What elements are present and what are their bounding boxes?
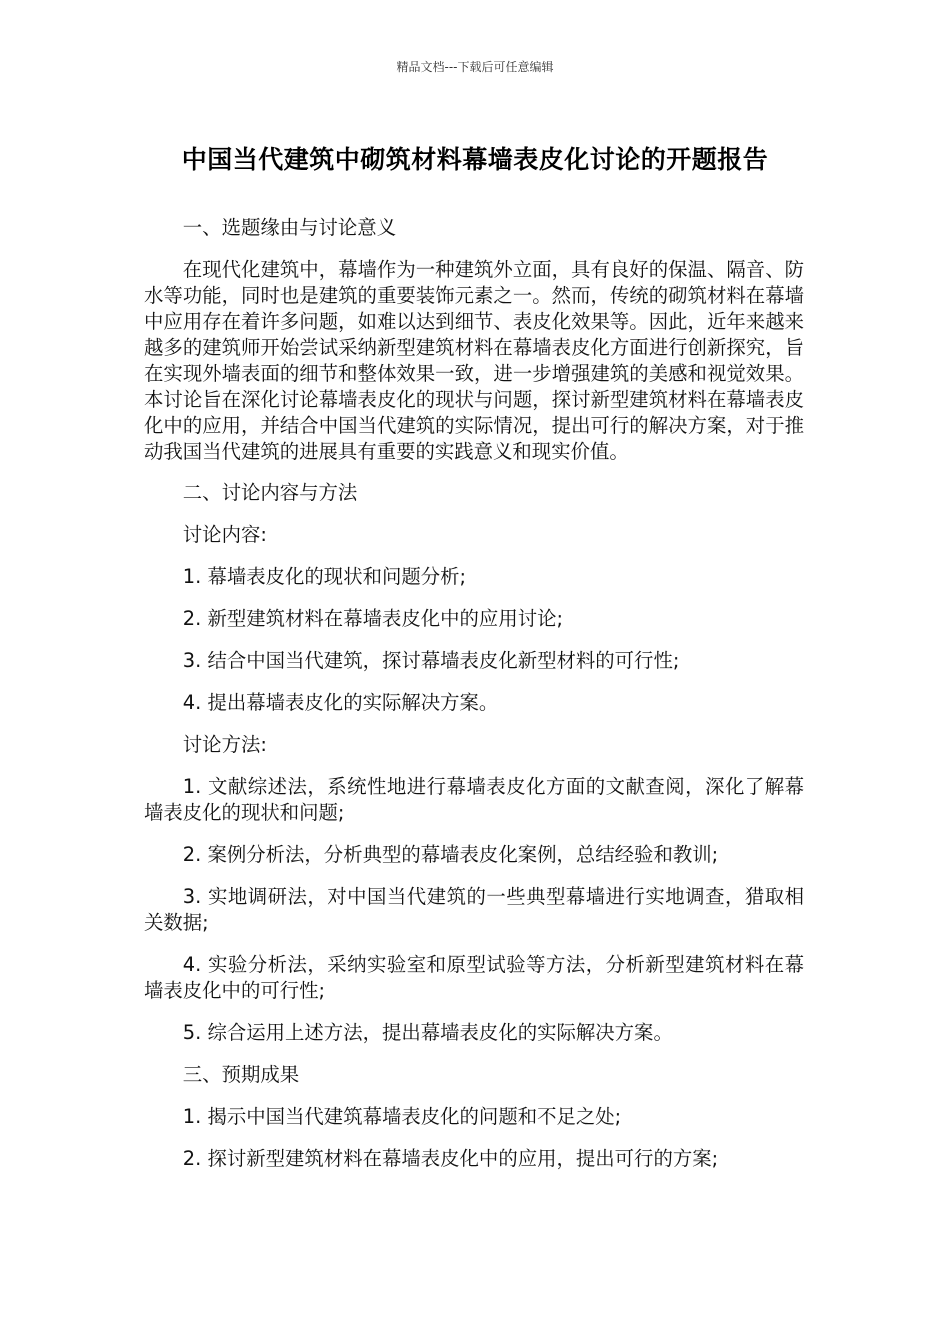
content-label: 讨论内容: [182, 523, 267, 546]
document-body [144, 215, 804, 1188]
list-item: 4. 实验分析法，采纳实验室和原型试验等方法，分析新型建筑材料在幕墙表皮化中的可行性; [144, 953, 804, 1002]
list-item: 3. 结合中国当代建筑，探讨幕墙表皮化新型材料的可行性; [182, 649, 680, 672]
list-item: 1. 文献综述法，系统性地进行幕墙表皮化方面的文献查阅，深化了解幕墙表皮化的现状和问题; [144, 775, 804, 824]
section-heading-3: 三、预期成果 [182, 1063, 300, 1086]
section-heading-2: 二、讨论内容与方法 [182, 481, 358, 504]
list-item: 1. 幕墙表皮化的现状和问题分析; [182, 565, 467, 588]
section-heading-1: 一、选题缘由与讨论意义 [182, 216, 397, 239]
method-label: 讨论方法: [182, 733, 267, 756]
list-item: 3. 实地调研法，对中国当代建筑的一些典型幕墙进行实地调查，猎取相关数据; [144, 885, 804, 934]
list-item: 1. 揭示中国当代建筑幕墙表皮化的问题和不足之处; [182, 1105, 622, 1128]
list-item: 4. 提出幕墙表皮化的实际解决方案。 [182, 691, 499, 714]
header-note: 精品文档---下载后可任意编辑 [396, 60, 554, 74]
document-title: 中国当代建筑中砌筑材料幕墙表皮化讨论的开题报告 [181, 145, 769, 174]
list-item: 5. 综合运用上述方法，提出幕墙表皮化的实际解决方案。 [182, 1021, 673, 1044]
list-item: 2. 探讨新型建筑材料在幕墙表皮化中的应用，提出可行的方案; [182, 1147, 719, 1170]
list-item: 2. 案例分析法，分析典型的幕墙表皮化案例，总结经验和教训; [182, 843, 719, 866]
section-1-paragraph: 在现代化建筑中，幕墙作为一种建筑外立面，具有良好的保温、隔音、防水等功能，同时也是建筑的重要装饰元素之一。然而，传统的砌筑材料在幕墙中应用存在着许多问题，如难以达到细节、表皮化效果等。因此，近年来越来越多的建筑师开始尝试采纳新型建筑材料在幕墙表皮化方面进行创新探究，旨在实现外墙表面的细节和整体效果一致，进一步增强建筑的美感和视觉效果。本讨论旨在深化讨论幕墙表皮化的现状与问题，探讨新型建筑材料在幕墙表皮化中的应用，并结合中国当代建筑的实际情况，提出可行的解决方案，对于推动我国当代建筑的进展具有重要的实践意义和现实价值。 [144, 258, 804, 463]
list-item: 2. 新型建筑材料在幕墙表皮化中的应用讨论; [182, 607, 564, 630]
